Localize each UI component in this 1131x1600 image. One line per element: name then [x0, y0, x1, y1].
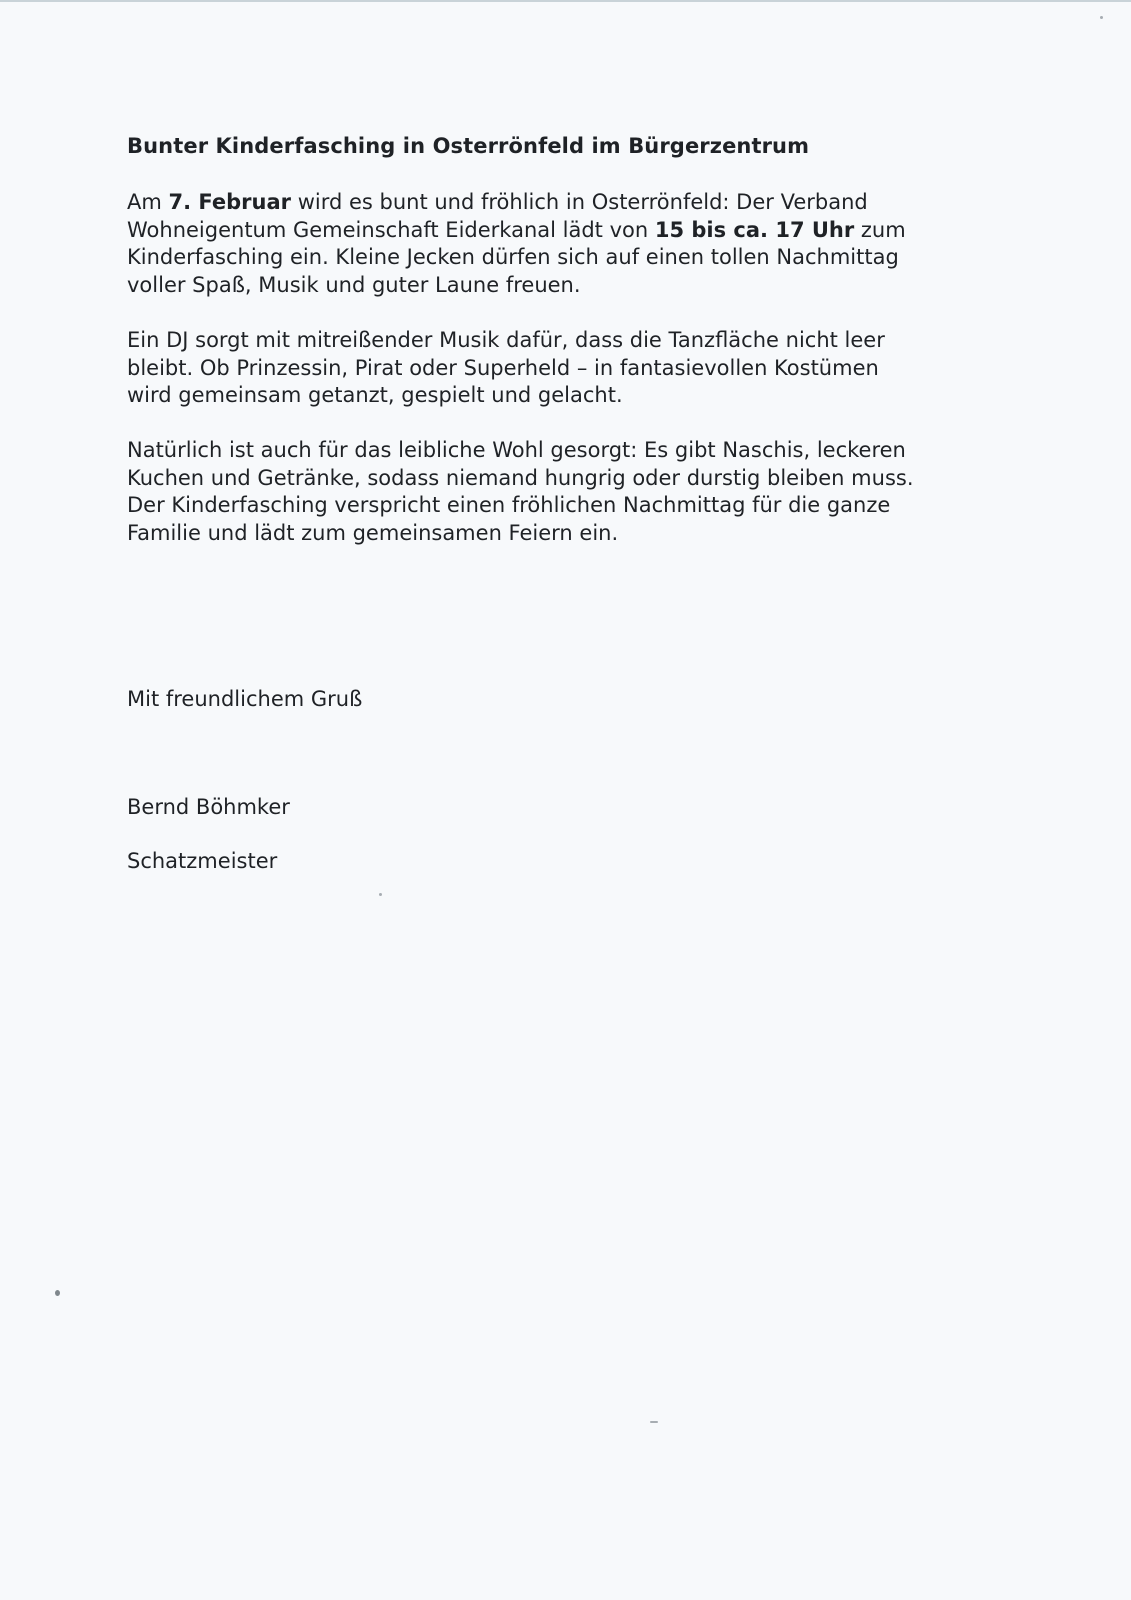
signer-name: Bernd Böhmker — [127, 795, 290, 819]
paragraph-food — [127, 437, 914, 547]
event-time: 15 bis ca. 17 Uhr — [654, 217, 855, 242]
paragraph-line: Der Kinderfasching verspricht einen fröhlichen Nachmittag für die ganze — [127, 493, 891, 517]
paragraph-line: Natürlich ist auch für das leibliche Wohl gesorgt: Es gibt Naschis, leckeren — [127, 438, 906, 462]
page-top-edge — [0, 0, 1131, 2]
paragraph-line: Kinderfasching ein. Kleine Jecken dürfen sich auf einen tollen Nachmittag — [127, 245, 899, 269]
paragraph-music — [127, 327, 885, 410]
scan-speck — [55, 1290, 60, 1296]
paragraph-event-intro — [127, 189, 906, 299]
event-date: 7. Februar — [168, 190, 292, 214]
paragraph-line: bleibt. Ob Prinzessin, Pirat oder Superheld – in fantasievollen Kostümen — [127, 355, 879, 380]
paragraph-line: Kuchen und Getränke, sodass niemand hungrig oder durstig bleiben muss. — [127, 465, 914, 490]
paragraph-line: Ein DJ sorgt mit mitreißender Musik dafür, dass die Tanzfläche nicht leer — [127, 328, 885, 352]
signer-role: Schatzmeister — [127, 849, 278, 873]
closing-greeting: Mit freundlichem Gruß — [127, 687, 363, 711]
document-title: Bunter Kinderfasching in Osterrönfeld im Bürgerzentrum — [127, 134, 810, 158]
scan-speck — [379, 893, 382, 896]
paragraph-line: voller Spaß, Musik und guter Laune freuen. — [127, 272, 581, 297]
paragraph-line: wird gemeinsam getanzt, gespielt und gelacht. — [127, 383, 623, 407]
paragraph-line: Am 7. Februar wird es bunt und fröhlich in Osterrönfeld: Der Verband — [127, 190, 868, 214]
paragraph-line: Familie und lädt zum gemeinsamen Feiern ein. — [127, 520, 619, 545]
scan-speck — [650, 1421, 658, 1423]
scan-speck — [1100, 16, 1103, 19]
paragraph-line: Wohneigentum Gemeinschaft Eiderkanal lädt von 15 bis ca. 17 Uhr zum — [127, 217, 906, 242]
